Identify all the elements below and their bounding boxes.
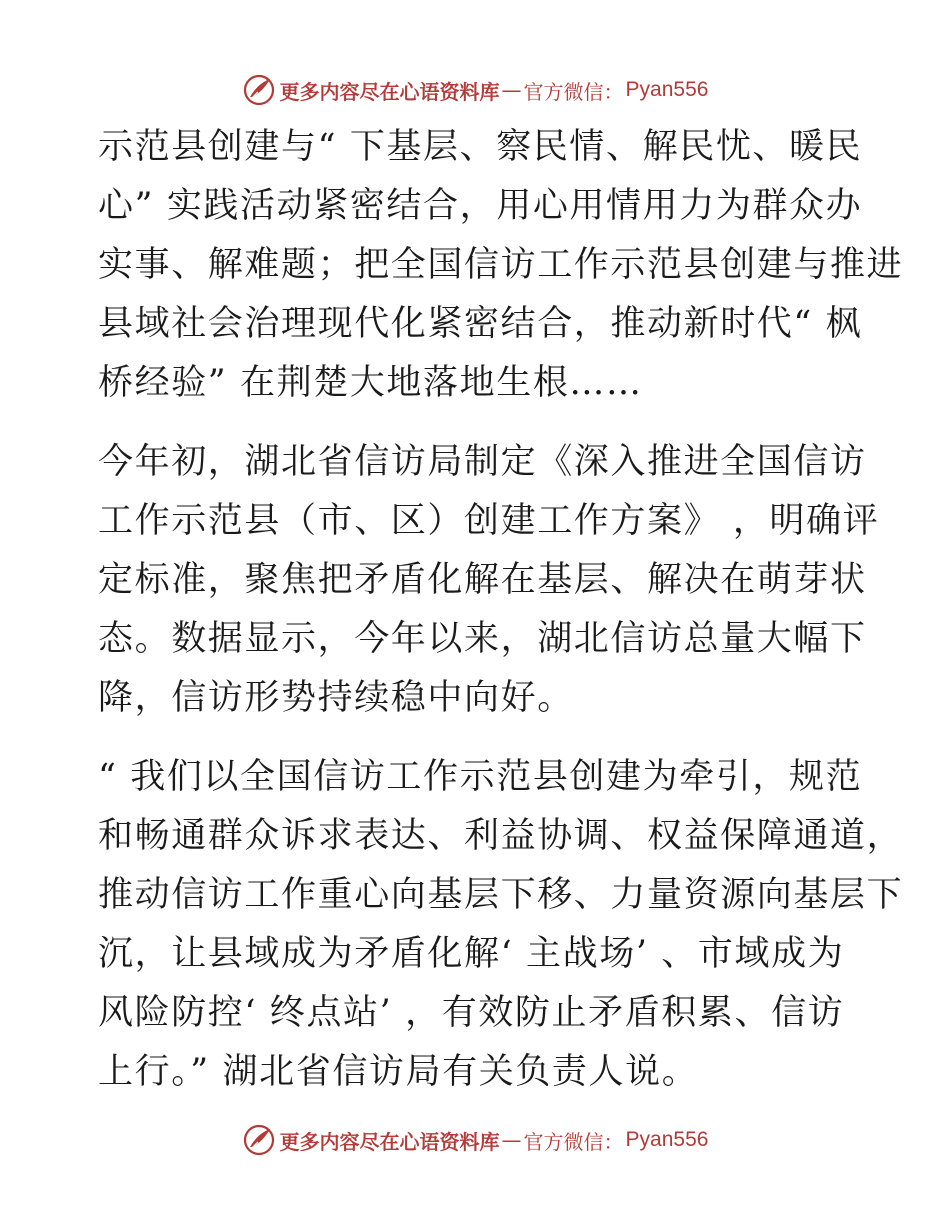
text-line: 和畅通群众诉求表达、利益协调、权益保障通道， <box>98 816 904 856</box>
watermark-label: 官方微信： <box>523 1129 624 1154</box>
paragraph-2 <box>98 433 880 728</box>
watermark-label: 官方微信： <box>523 79 624 104</box>
text-line: 定标准，聚焦把矛盾化解在基层、解决在萌芽状 <box>98 560 867 600</box>
text-line: 推动信访工作重心向基层下移、力量资源向基层下 <box>98 875 904 915</box>
footer-watermark <box>0 1120 950 1160</box>
text-line: 降，信访形势持续稳中向好。 <box>98 678 574 718</box>
paragraph-1 <box>98 118 904 413</box>
text-line: “ 我们以全国信访工作示范县创建为牵引，规范 <box>98 757 863 797</box>
watermark-site-text: 更多内容尽在心语资料库 <box>279 79 500 104</box>
watermark-dash: — <box>501 78 522 102</box>
quill-logo-icon <box>242 73 276 107</box>
watermark-dash: — <box>501 1128 522 1152</box>
text-line: 工作示范县（市、区）创建工作方案》 ，明确评 <box>98 501 880 541</box>
text-line: 心” 实践活动紧密结合，用心用情用力为群众办 <box>98 186 863 226</box>
paragraph-3 <box>98 748 904 1102</box>
text-line: 今年初，湖北省信访局制定《深入推进全国信访 <box>98 442 867 482</box>
article-body <box>98 118 904 1122</box>
text-line: 风险防控‘ 终点站’ ，有效防止矛盾积累、信访 <box>98 993 845 1033</box>
watermark-account: Pyan556 <box>625 78 709 101</box>
text-line: 沉，让县域成为矛盾化解‘ 主战场’ 、市域成为 <box>98 934 845 974</box>
text-line: 态。数据显示，今年以来，湖北信访总量大幅下 <box>98 619 867 659</box>
watermark-site-text: 更多内容尽在心语资料库 <box>279 1129 500 1154</box>
quill-logo-icon <box>242 1123 276 1157</box>
text-line: 县域社会治理现代化紧密结合，推动新时代“ 枫 <box>98 304 863 344</box>
header-watermark <box>0 70 950 110</box>
text-line: 桥经验” 在荆楚大地落地生根…… <box>98 363 643 403</box>
watermark-account: Pyan556 <box>625 1128 709 1151</box>
text-line: 上行。” 湖北省信访局有关负责人说。 <box>98 1052 699 1092</box>
text-line: 实事、解难题；把全国信访工作示范县创建与推进 <box>98 245 904 285</box>
text-line: 示范县创建与“ 下基层、察民情、解民忧、暖民 <box>98 127 863 167</box>
